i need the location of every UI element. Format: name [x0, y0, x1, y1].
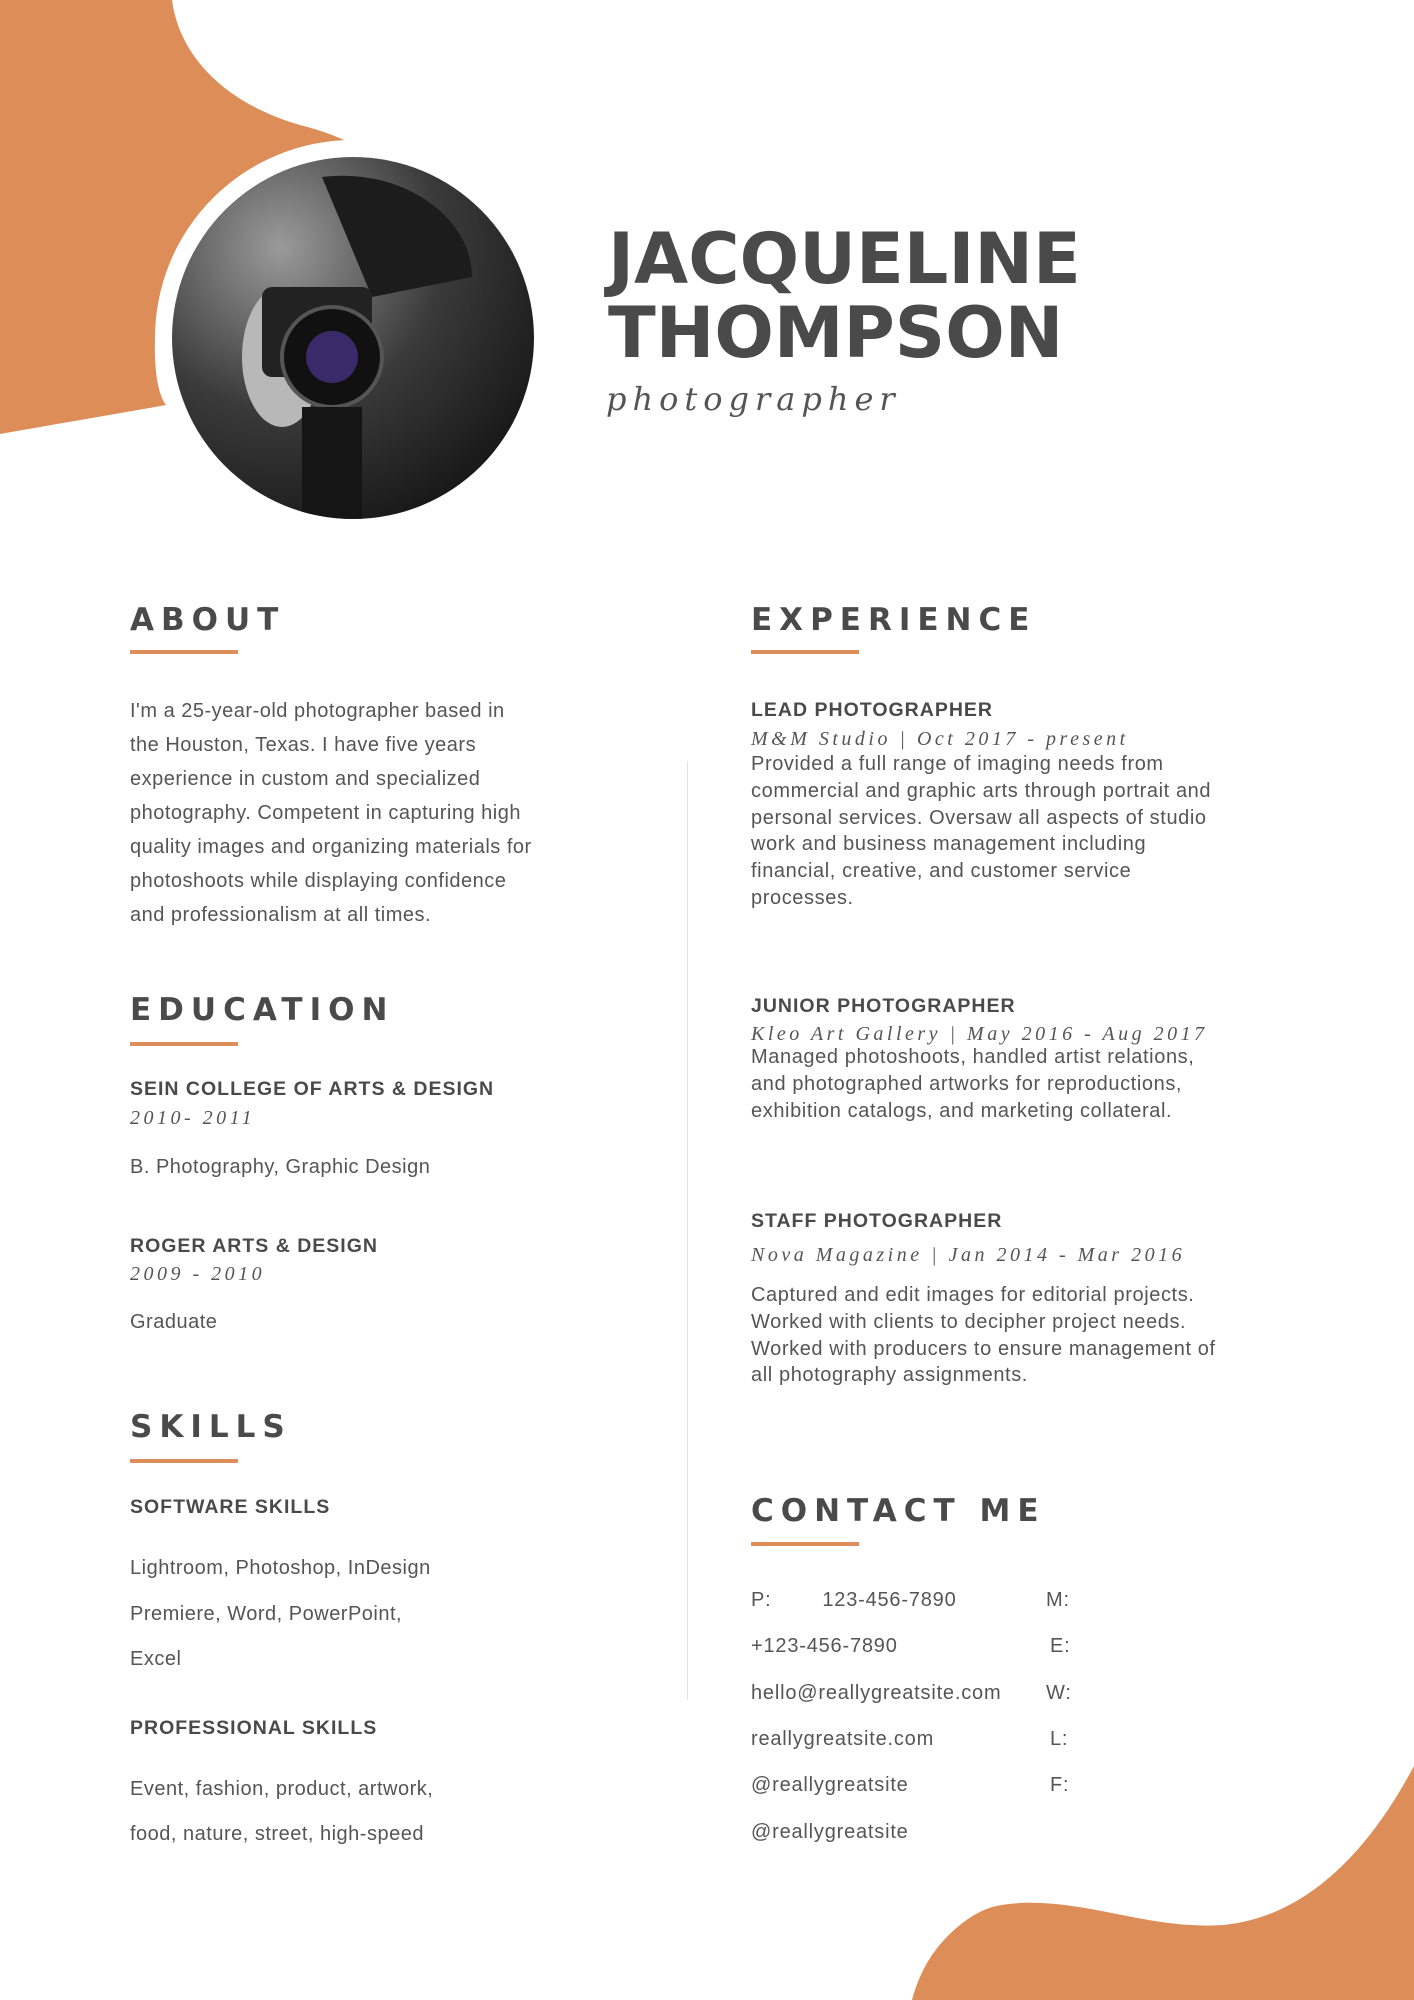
- job-description: [751, 1044, 1194, 1124]
- desc-line: Managed photoshoots, handled artist relations,: [751, 1046, 1195, 1068]
- about-line: I'm a 25-year-old photographer based in: [130, 700, 505, 722]
- name-line-1: JACQUELINE: [608, 218, 1081, 300]
- school-years: 2009 - 2010: [130, 1263, 266, 1285]
- experience-underline: [751, 650, 859, 654]
- software-skills-title: SOFTWARE SKILLS: [130, 1496, 331, 1518]
- contact-label: L:: [1050, 1728, 1069, 1750]
- about-heading: ABOUT: [130, 602, 286, 638]
- about-line: and professionalism at all times.: [130, 904, 432, 926]
- education-heading: EDUCATION: [130, 992, 395, 1028]
- about-text: [130, 694, 532, 932]
- bottom-right-blob: [912, 1766, 1414, 2000]
- desc-line: Captured and edit images for editorial projects.: [751, 1284, 1195, 1306]
- about-underline: [130, 650, 238, 654]
- contact-value[interactable]: hello@reallygreatsite.com: [751, 1682, 1002, 1704]
- skills-heading: SKILLS: [130, 1409, 292, 1445]
- contact-value: @reallygreatsite: [751, 1774, 909, 1796]
- desc-line: all photography assignments.: [751, 1364, 1028, 1387]
- contact-label: M:: [1046, 1589, 1070, 1611]
- job-role: JUNIOR PHOTOGRAPHER: [751, 995, 1016, 1017]
- skill-line: Excel: [130, 1648, 182, 1670]
- skill-line: food, nature, street, high-speed: [130, 1823, 424, 1845]
- contact-label: W:: [1046, 1682, 1072, 1704]
- job-title: photographer: [606, 380, 901, 418]
- desc-line: processes.: [751, 886, 854, 909]
- software-skills-list: [130, 1546, 431, 1683]
- education-underline: [130, 1042, 238, 1046]
- contact-label: F:: [1050, 1774, 1070, 1796]
- school-name: ROGER ARTS & DESIGN: [130, 1235, 378, 1257]
- skill-line: Premiere, Word, PowerPoint,: [130, 1602, 403, 1625]
- skill-line: Event, fashion, product, artwork,: [130, 1778, 434, 1800]
- job-description: [751, 751, 1211, 912]
- school-years: 2010- 2011: [130, 1107, 256, 1129]
- about-line: photoshoots while displaying confidence: [130, 870, 507, 892]
- school-name: SEIN COLLEGE OF ARTS & DESIGN: [130, 1078, 495, 1100]
- contact-value[interactable]: reallygreatsite.com: [751, 1728, 935, 1750]
- name-line-2: THOMPSON: [608, 292, 1064, 374]
- about-line: photography. Competent in capturing high: [130, 802, 521, 824]
- contact-value: P: 123-456-7890: [751, 1589, 957, 1611]
- desc-line: financial, creative, and customer service: [751, 860, 1132, 883]
- column-divider: [687, 761, 688, 1700]
- school-degree: Graduate: [130, 1311, 218, 1333]
- job-meta: M&M Studio | Oct 2017 - present: [751, 728, 1129, 750]
- professional-skills-title: PROFESSIONAL SKILLS: [130, 1717, 378, 1739]
- desc-line: personal services. Oversaw all aspects of studio: [751, 806, 1207, 829]
- professional-skills-list: [130, 1767, 433, 1857]
- job-meta: Nova Magazine | Jan 2014 - Mar 2016: [751, 1244, 1186, 1266]
- contact-underline: [751, 1542, 859, 1546]
- contact-value: @reallygreatsite: [751, 1821, 909, 1843]
- contact-value: +123-456-7890: [751, 1635, 898, 1657]
- desc-line: exhibition catalogs, and marketing collateral.: [751, 1099, 1173, 1122]
- desc-line: Worked with clients to decipher project needs.: [751, 1310, 1187, 1333]
- profile-photo: [172, 157, 534, 519]
- skill-line: Lightroom, Photoshop, InDesign: [130, 1557, 431, 1579]
- desc-line: Worked with producers to ensure management of: [751, 1337, 1216, 1360]
- desc-line: and photographed artworks for reproductions,: [751, 1072, 1183, 1095]
- experience-heading: EXPERIENCE: [751, 602, 1037, 638]
- contact-label: E:: [1050, 1635, 1071, 1657]
- about-line: quality images and organizing materials for: [130, 836, 532, 858]
- desc-line: Provided a full range of imaging needs from: [751, 753, 1164, 775]
- job-meta: Kleo Art Gallery | May 2016 - Aug 2017: [751, 1023, 1208, 1045]
- about-line: experience in custom and specialized: [130, 768, 481, 790]
- job-description: [751, 1282, 1216, 1389]
- contact-heading: CONTACT ME: [751, 1493, 1046, 1529]
- job-role: LEAD PHOTOGRAPHER: [751, 699, 993, 721]
- job-role: STAFF PHOTOGRAPHER: [751, 1210, 1003, 1232]
- about-line: the Houston, Texas. I have five years: [130, 734, 477, 756]
- desc-line: commercial and graphic arts through portrait and: [751, 779, 1212, 802]
- desc-line: work and business management including: [751, 833, 1147, 856]
- candidate-name: [608, 218, 1081, 374]
- school-degree: B. Photography, Graphic Design: [130, 1156, 431, 1178]
- skills-underline: [130, 1459, 238, 1463]
